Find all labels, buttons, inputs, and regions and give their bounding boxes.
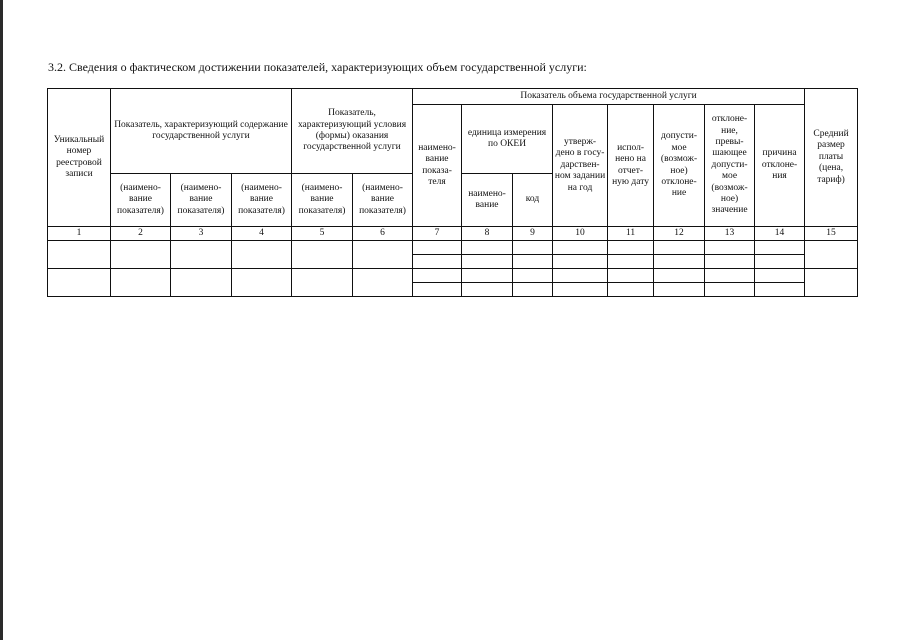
column-number: 13 <box>705 227 755 241</box>
column-number: 14 <box>755 227 805 241</box>
header-sub-indicator: (наимено- вание показателя) <box>292 174 353 227</box>
column-number: 1 <box>48 227 111 241</box>
column-number: 2 <box>111 227 171 241</box>
header-sub-indicator: (наимено- вание показателя) <box>171 174 232 227</box>
table-cell[interactable] <box>553 241 608 255</box>
table-cell[interactable] <box>705 255 755 269</box>
table-cell[interactable] <box>462 255 513 269</box>
table-cell[interactable] <box>413 269 462 283</box>
column-number: 3 <box>171 227 232 241</box>
table-cell[interactable] <box>413 283 462 297</box>
table-cell[interactable] <box>805 269 858 297</box>
header-sub-indicator: (наимено- вание показателя) <box>111 174 171 227</box>
table-cell[interactable] <box>755 269 805 283</box>
header-unit-okei: единица измерения по ОКЕИ <box>462 105 553 174</box>
table-cell[interactable] <box>48 269 111 297</box>
table-cell[interactable] <box>171 269 232 297</box>
header-content-indicator: Показатель, характеризующий содержание государственной услуги <box>111 89 292 174</box>
header-approved: утверж- дено в госу- дарствен- ном задании на год <box>553 105 608 227</box>
table-cell[interactable] <box>513 283 553 297</box>
table-cell[interactable] <box>462 269 513 283</box>
header-sub-indicator: (наимено- вание показателя) <box>232 174 292 227</box>
column-number: 12 <box>654 227 705 241</box>
table-cell[interactable] <box>608 255 654 269</box>
table-cell[interactable] <box>553 255 608 269</box>
table-cell[interactable] <box>755 255 805 269</box>
table-cell[interactable] <box>608 241 654 255</box>
table-cell[interactable] <box>232 241 292 269</box>
table-cell[interactable] <box>413 255 462 269</box>
column-number: 4 <box>232 227 292 241</box>
column-number: 15 <box>805 227 858 241</box>
table-cell[interactable] <box>553 269 608 283</box>
table-cell[interactable] <box>232 269 292 297</box>
column-number: 6 <box>353 227 413 241</box>
column-number: 10 <box>553 227 608 241</box>
header-unit-code: код <box>513 174 553 227</box>
table-cell[interactable] <box>462 241 513 255</box>
table-cell[interactable] <box>513 241 553 255</box>
header-deviation-reason: причина отклоне- ния <box>755 105 805 227</box>
header-volume-indicator: Показатель объема государственной услуги <box>413 89 805 105</box>
page-edge <box>0 0 3 640</box>
table-cell[interactable] <box>48 241 111 269</box>
header-allowed-deviation: допусти- мое (возмож- ное) отклоне- ние <box>654 105 705 227</box>
table-row <box>48 269 858 283</box>
table-cell[interactable] <box>654 255 705 269</box>
table-cell[interactable] <box>292 241 353 269</box>
header-indicator-name: наимено- вание показа- теля <box>413 105 462 227</box>
table-cell[interactable] <box>513 269 553 283</box>
table-cell[interactable] <box>111 269 171 297</box>
table-cell[interactable] <box>111 241 171 269</box>
header-excess-deviation: отклоне- ние, превы- шающее допусти- мое (возмож- ное) значение <box>705 105 755 227</box>
header-avg-fee: Средний размер платы (цена, тариф) <box>805 89 858 227</box>
table-cell[interactable] <box>462 283 513 297</box>
table-cell[interactable] <box>608 269 654 283</box>
header-sub-indicator: (наимено- вание показателя) <box>353 174 413 227</box>
table-cell[interactable] <box>705 269 755 283</box>
table-cell[interactable] <box>805 241 858 269</box>
header-executed: испол- нено на отчет- ную дату <box>608 105 654 227</box>
table-cell[interactable] <box>353 241 413 269</box>
table-cell[interactable] <box>755 241 805 255</box>
table-cell[interactable] <box>608 283 654 297</box>
column-number: 8 <box>462 227 513 241</box>
column-number: 7 <box>413 227 462 241</box>
header-unique-record: Уникальный номер реестровой записи <box>48 89 111 227</box>
table-cell[interactable] <box>755 283 805 297</box>
table-cell[interactable] <box>171 241 232 269</box>
column-number: 9 <box>513 227 553 241</box>
table-cell[interactable] <box>353 269 413 297</box>
table-cell[interactable] <box>705 283 755 297</box>
table-cell[interactable] <box>513 255 553 269</box>
table-row <box>48 241 858 255</box>
table-cell[interactable] <box>654 241 705 255</box>
table-cell[interactable] <box>654 269 705 283</box>
section-title: 3.2. Сведения о фактическом достижении показателей, характеризующих объем государственной услуги: <box>48 60 587 74</box>
table-cell[interactable] <box>654 283 705 297</box>
table-cell[interactable] <box>292 269 353 297</box>
indicators-table <box>47 88 858 297</box>
table-cell[interactable] <box>705 241 755 255</box>
header-unit-name: наимено- вание <box>462 174 513 227</box>
column-number: 5 <box>292 227 353 241</box>
header-conditions-indicator: Показатель, характеризующий условия (формы) оказания государственной услуги <box>292 89 413 174</box>
table-cell[interactable] <box>413 241 462 255</box>
column-number: 11 <box>608 227 654 241</box>
table-cell[interactable] <box>553 283 608 297</box>
column-numbers-row <box>48 227 858 241</box>
